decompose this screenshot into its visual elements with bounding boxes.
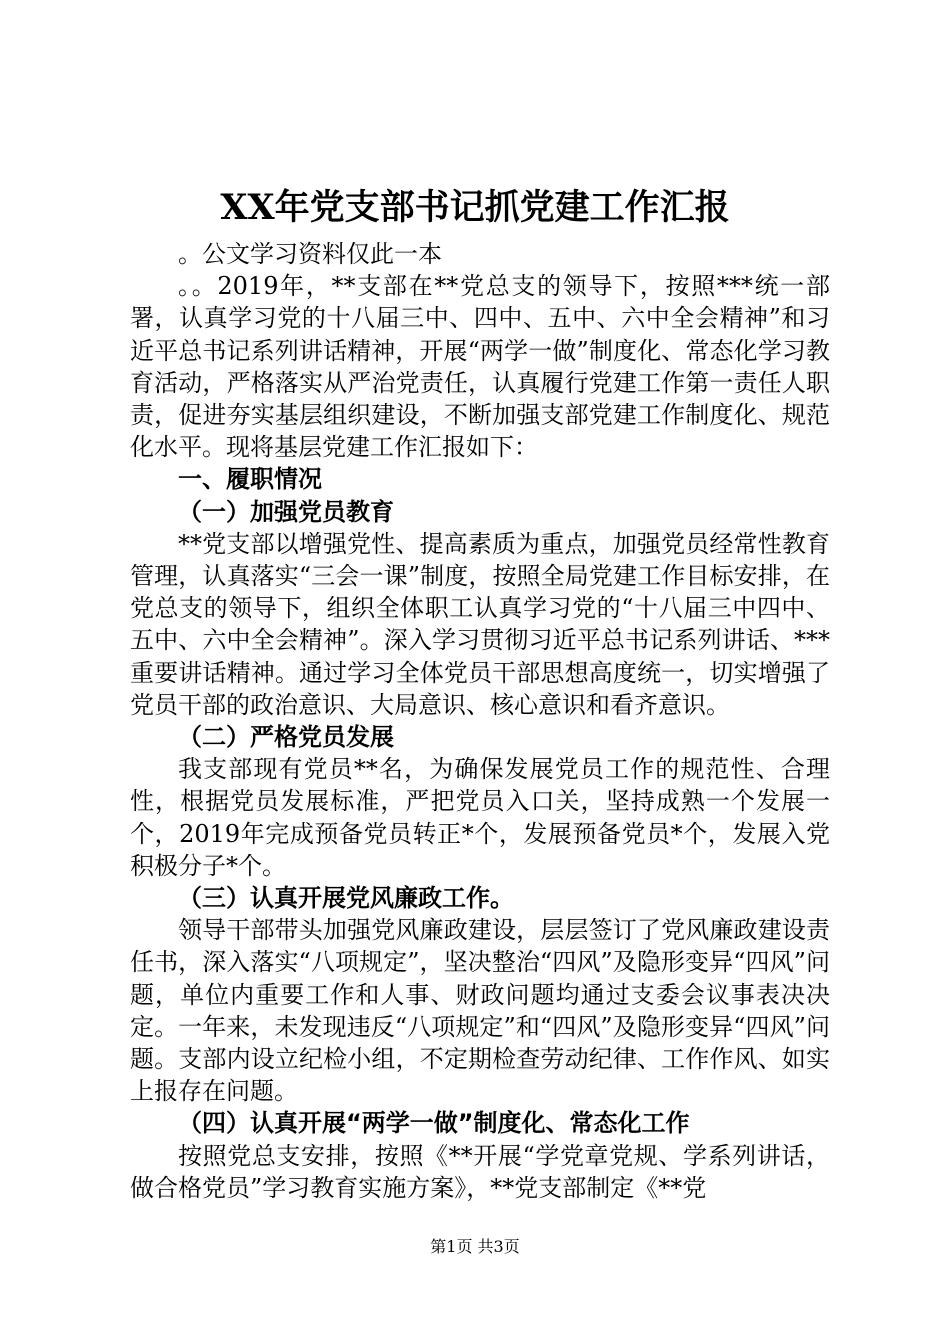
subsection-heading-education: （一）加强党员教育 <box>178 497 394 526</box>
document-body <box>130 238 830 1204</box>
subsection-heading-two-studies: （四）认真开展“两学一做”制度化、常态化工作 <box>178 1109 690 1138</box>
page-number: 第1页 共3页 <box>430 1237 520 1256</box>
subsection-text-two-studies: 按照党总支安排，按照《**开展“学党章党规、学系列讲话，做合格党员”学习教育实施方案》，**党支部制定《**党 <box>130 1141 830 1202</box>
intro-paragraph: 。。2019年，**支部在**党总支的领导下，按照***统一部署，认真学习党的十八届三中、四中、五中、六中全会精神”和习近平总书记系列讲话精神，开展“两学一做”制度化、常态化学习教育活动，严格落实从严治党责任，认真履行党建工作第一责任人职责，促进夯实基层组织建设，不断加强支部党建工作制度化、规范化水平。现将基层党建工作汇报如下： <box>130 272 830 462</box>
subsection-text-development: 我支部现有党员**名，为确保发展党员工作的规范性、合理性，根据党员发展标准，严把党员入口关，坚持成熟一个发展一个，2019年完成预备党员转正*个，发展预备党员*个，发展入党积极分子*个。 <box>130 755 830 880</box>
subsection-text-education: **党支部以增强党性、提高素质为重点，加强党员经常性教育管理，认真落实“三会一课”制度，按照全局党建工作目标安排，在党总支的领导下，组织全体职工认真学习党的“十八届三中四中、五中、六中全会精神”。深入学习贯彻习近平总书记系列讲话、***重要讲话精神。通过学习全体党员干部思想高度统一，切实增强了党员干部的政治意识、大局意识、核心意识和看齐意识。 <box>130 529 830 719</box>
document-title: XX年党支部书记抓党建工作汇报 <box>220 187 730 228</box>
intro-note: 。公文学习资料仅此一本 <box>178 240 442 268</box>
subsection-text-integrity: 领导干部带头加强党风廉政建设，层层签订了党风廉政建设责任书，深入落实“八项规定”，坚决整治“四风”及隐形变异“四风”问题，单位内重要工作和人事、财政问题均通过支委会议事表决决定。一年来，未发现违反“八项规定”和“四风”及隐形变异“四风”问题。支部内设立纪检小组，不定期检查劳动纪律、工作作风、如实上报存在问题。 <box>130 916 830 1106</box>
subsection-heading-development: （二）严格党员发展 <box>178 723 394 752</box>
subsection-heading-integrity: （三）认真开展党风廉政工作。 <box>178 884 514 913</box>
section-heading-duty: 一、履职情况 <box>178 465 322 494</box>
